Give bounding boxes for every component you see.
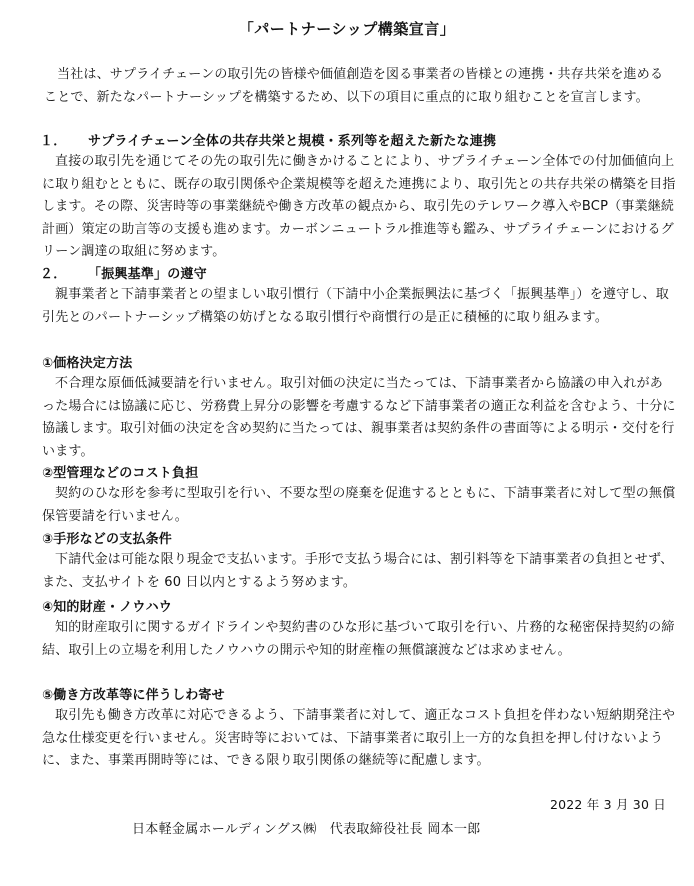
item-3-body: 下請代金は可能な限り現金で支払います。手形で支払う場合には、割引料等を下請事業者の負担とせず、また、支払サイトを 60 日以内とするよう努めます。 [42,552,674,590]
section-2-number: ２． [40,267,67,282]
item-5-body: 取引先も働き方改革に対応できるよう、下請事業者に対して、適正なコスト負担を伴わない短納期発注や急な仕様変更を行いません。災害時等においては、下請事業者に取引上一方的な負担を押し付けないように、また、事業再開時等には、できる限り取引関係の継続等に配慮します。 [42,708,676,768]
signature: 日本軽金属ホールディングス㈱ 代表取締役社長 岡本一郎 [132,822,481,837]
section-1-title: サプライチェーン全体の共存共栄と規模・系列等を超えた新たな連携 [88,134,497,149]
section-1-number: １． [40,134,67,149]
section-2-heading [40,263,207,282]
item-1-body: 不合理な原価低減要請を行いません。取引対価の決定に当たっては、下請事業者から協議の申入れがあった場合には協議に応じ、労務費上昇分の影響を考慮するなど下請事業者の適正な利益を含むよう、十分に協議します。取引対価の決定を含め契約に当たっては、親事業者は契約条件の書面等による明示・交付を行います。 [42,376,676,459]
page-title: 「パートナーシップ構築宣言」 [238,20,456,38]
item-1-heading: ①価格決定方法 [42,356,133,371]
item-2-heading: ②型管理などのコスト負担 [42,466,199,481]
section-2-title: 「振興基準」の遵守 [88,267,207,282]
declaration-date: 2022 年 3 月 30 日 [549,797,666,812]
intro-paragraph: 当社は、サプライチェーンの取引先の皆様や価値創造を図る事業者の皆様との連携・共存共栄を進めることで、新たなパートナーシップを構築するため、以下の項目に重点的に取り組むことを宣言します。 [44,67,664,105]
item-5-heading: ⑤働き方改革等に伴うしわ寄せ [42,688,225,703]
item-4-body: 知的財産取引に関するガイドラインや契約書のひな形に基づいて取引を行い、片務的な秘密保持契約の締結、取引上の立場を利用したノウハウの開示や知的財産権の無償譲渡などは求めません。 [42,620,675,658]
section-2-body: 親事業者と下請事業者との望ましい取引慣行（下請中小企業振興法に基づく「振興基準」）を遵守し、取引先とのパートナーシップ構築の妨げとなる取引慣行や商慣行の是正に積極的に取り組みます。 [42,287,669,325]
section-1-heading [40,130,496,149]
item-2-body: 契約のひな形を参考に型取引を行い、不要な型の廃棄を促進するとともに、下請事業者に対して型の無償保管要請を行いません。 [42,486,676,524]
item-3-heading: ③手形などの支払条件 [42,532,173,547]
item-4-heading: ④知的財産・ノウハウ [42,600,173,615]
section-1-body: 直接の取引先を通じてその先の取引先に働きかけることにより、サプライチェーン全体での付加価値向上に取り組むとともに、既存の取引関係や企業規模等を超えた連携により、取引先との共存共栄の構築を目指します。その際、災害時等の事業継続や働き方改革の観点から、取引先のテレワーク導入やBCP（事業継続計画）策定の助言等の支援も進めます。カーボンニュートラル推進等も鑑み、サプライチェーンにおけるグリーン調達の取組に努めます。 [42,154,676,259]
